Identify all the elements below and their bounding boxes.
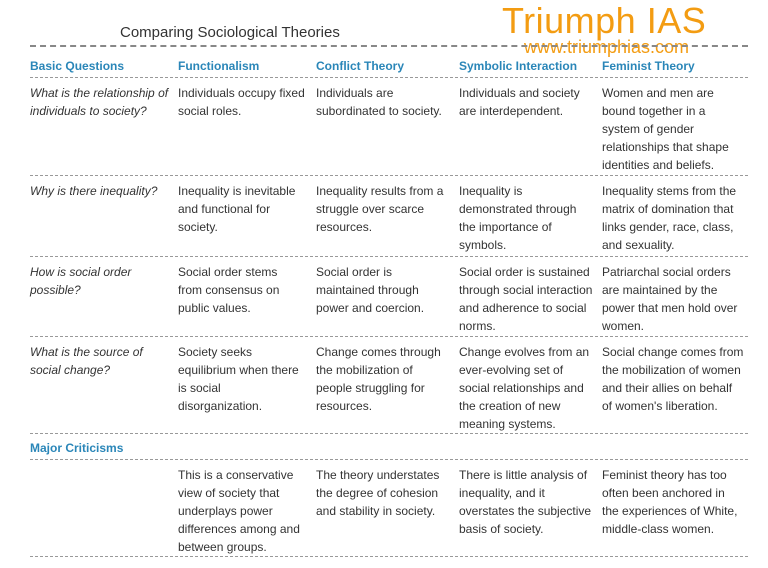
header-rule: [30, 77, 748, 78]
row-feminist: Patriarchal social orders are maintained by the power that men hold over women.: [602, 265, 738, 333]
row-conflict: Inequality results from a struggle over scarce resources.: [316, 184, 444, 234]
page-title: Comparing Sociological Theories: [120, 24, 340, 41]
criticism-functionalism: This is a conservative view of society that underplays power differences among and between groups.: [178, 468, 300, 554]
row-conflict: Social order is maintained through power and coercion.: [316, 265, 425, 315]
criticism-feminist: Feminist theory has too often been anchored in the experiences of White, middle-class women.: [602, 468, 738, 536]
row-question: How is social order possible?: [30, 265, 132, 297]
row-question: What is the relationship of individuals to society?: [30, 86, 169, 118]
row-functionalism: Society seeks equilibrium when there is social disorganization.: [178, 345, 299, 413]
row-divider: [30, 433, 748, 434]
row-conflict: Change comes through the mobilization of people struggling for resources.: [316, 345, 441, 413]
row-divider: [30, 175, 748, 176]
row-symbolic: Social order is sustained through social interaction and adherence to social norms.: [459, 265, 593, 333]
column-header-basic-questions: Basic Questions: [30, 59, 125, 73]
top-rule: [30, 45, 748, 47]
row-divider: [30, 336, 748, 337]
row-feminist: Social change comes from the mobilization of women and their allies on behalf of women's liberation.: [602, 345, 744, 413]
row-symbolic: Individuals and society are interdependent.: [459, 86, 580, 118]
column-header-feminist-theory: Feminist Theory: [602, 59, 695, 73]
column-header-conflict-theory: Conflict Theory: [316, 59, 405, 73]
column-header-functionalism: Functionalism: [178, 59, 260, 73]
row-functionalism: Inequality is inevitable and functional for society.: [178, 184, 296, 234]
row-symbolic: Inequality is demonstrated through the importance of symbols.: [459, 184, 577, 252]
row-functionalism: Social order stems from consensus on public values.: [178, 265, 280, 315]
brand-watermark: Triumph IAS: [502, 0, 707, 41]
row-feminist: Women and men are bound together in a system of gender relationships that shape identities and beliefs.: [602, 86, 729, 172]
row-symbolic: Change evolves from an ever-evolving set of social relationships and the creation of new meaning systems.: [459, 345, 590, 431]
bottom-rule: [30, 556, 748, 557]
row-divider: [30, 256, 748, 257]
row-functionalism: Individuals occupy fixed social roles.: [178, 86, 305, 118]
criticism-conflict: The theory understates the degree of cohesion and stability in society.: [316, 468, 440, 518]
criticism-symbolic: There is little analysis of inequality, and it overstates the subjective basis of society.: [459, 468, 592, 536]
row-question: Why is there inequality?: [30, 184, 158, 198]
row-conflict: Individuals are subordinated to society.: [316, 86, 442, 118]
row-divider: [30, 459, 748, 460]
column-header-symbolic-interaction: Symbolic Interaction: [459, 59, 578, 73]
major-criticisms-label: Major Criticisms: [30, 441, 124, 455]
brand-url: www.triumphias.com: [524, 37, 690, 57]
row-question: What is the source of social change?: [30, 345, 143, 377]
row-feminist: Inequality stems from the matrix of domination that links gender, race, class, and sexuality.: [602, 184, 737, 252]
